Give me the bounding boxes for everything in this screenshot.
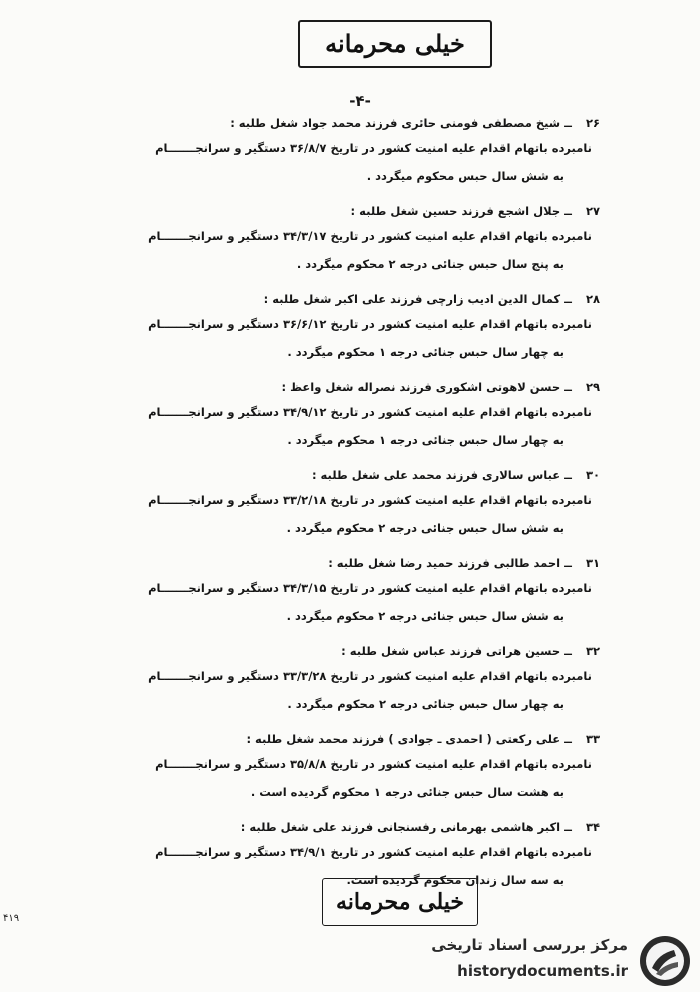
entry-sentence-line: به چهار سال حبس جنائی درجه ۱ محکوم میگردد . [287, 433, 564, 447]
entry-dash: ــ [564, 732, 572, 746]
entry-heading [40, 816, 600, 838]
entry-number: ۲۶ [585, 116, 600, 130]
entry-dash: ــ [564, 644, 572, 658]
list-item [40, 200, 600, 278]
entry-number: ۳۰ [585, 468, 600, 482]
entry-charge-line: نامبرده باتهام اقدام علیه امنیت کشور در تاریخ ۳۳/۳/۲۸ دستگیر و سرانجـــــــام [148, 669, 592, 683]
entry-dash: ــ [564, 116, 572, 130]
list-item [40, 728, 600, 806]
watermark-url: historydocuments.ir [457, 962, 628, 980]
entry-heading [40, 640, 600, 662]
list-item [40, 640, 600, 718]
entry-dash: ــ [564, 204, 572, 218]
entry-name: احمد طالبی فرزند حمید رضا شغل طلبه : [328, 556, 561, 570]
entry-charge-line: نامبرده باتهام اقدام علیه امنیت کشور در تاریخ ۳۳/۲/۱۸ دستگیر و سرانجـــــــام [148, 493, 592, 507]
entry-name: اکبر هاشمی بهرمانی رفسنجانی فرزند علی شغل طلبه : [240, 820, 561, 834]
page-number: -۴- [349, 92, 371, 110]
list-item [40, 816, 600, 894]
entries-list [40, 112, 600, 904]
entry-number: ۲۷ [585, 204, 600, 218]
archive-number: ۴۱۹ [3, 913, 20, 924]
entry-name: علی رکعتی ( احمدی ـ جوادی ) فرزند محمد شغل طلبه : [246, 732, 561, 746]
entry-charge-line: نامبرده باتهام اقدام علیه امنیت کشور در تاریخ ۳۴/۳/۱۷ دستگیر و سرانجـــــــام [148, 229, 592, 243]
entry-name: جلال اشجع فرزند حسین شغل طلبه : [350, 204, 561, 218]
entry-charge-line: نامبرده باتهام اقدام علیه امنیت کشور در تاریخ ۳۶/۸/۷ دستگیر و سرانجـــــــام [155, 141, 592, 155]
classification-stamp-bottom: خیلی محرمانه [322, 878, 478, 926]
entry-dash: ــ [564, 380, 572, 394]
entry-number: ۲۹ [585, 380, 600, 394]
entry-heading [40, 376, 600, 398]
classification-stamp-top: خیلی محرمانه [298, 20, 492, 68]
entry-charge-line: نامبرده باتهام اقدام علیه امنیت کشور در تاریخ ۳۵/۸/۸ دستگیر و سرانجـــــــام [155, 757, 592, 771]
entry-sentence-line: به چهار سال حبس جنائی درجه ۲ محکوم میگردد . [287, 697, 564, 711]
entry-name: شیخ مصطفی فومنی حائری فرزند محمد جواد شغل طلبه : [230, 116, 561, 130]
entry-sentence-line: به هشت سال حبس جنائی درجه ۱ محکوم گردیده است . [250, 785, 564, 799]
list-item [40, 552, 600, 630]
watermark [410, 932, 700, 992]
watermark-title: مرکز بررسی اسناد تاریخی [431, 936, 628, 954]
entry-number: ۳۴ [585, 820, 600, 834]
list-item [40, 376, 600, 454]
entry-name: کمال الدین ادیب زارچی فرزند علی اکبر شغل طلبه : [263, 292, 561, 306]
entry-sentence-line: به شش سال حبس محکوم میگردد . [366, 169, 564, 183]
entry-charge-line: نامبرده باتهام اقدام علیه امنیت کشور در تاریخ ۳۴/۹/۱۲ دستگیر و سرانجـــــــام [148, 405, 592, 419]
entry-sentence-line: به چهار سال حبس جنائی درجه ۱ محکوم میگردد . [287, 345, 564, 359]
entry-dash: ــ [564, 292, 572, 306]
entry-charge-line: نامبرده باتهام اقدام علیه امنیت کشور در تاریخ ۳۴/۹/۱ دستگیر و سرانجـــــــام [155, 845, 592, 859]
list-item [40, 112, 600, 190]
entry-sentence-line: به پنج سال حبس جنائی درجه ۲ محکوم میگردد . [296, 257, 564, 271]
entry-name: حسن لاهوتی اشکوری فرزند نصراله شغل واعظ : [281, 380, 561, 394]
entry-dash: ــ [564, 468, 572, 482]
entry-sentence-line: به شش سال حبس جنائی درجه ۲ محکوم میگردد . [286, 609, 564, 623]
entry-heading [40, 728, 600, 750]
entry-heading [40, 552, 600, 574]
entry-dash: ــ [564, 556, 572, 570]
list-item [40, 288, 600, 366]
entry-heading [40, 112, 600, 134]
entry-heading [40, 464, 600, 486]
entry-number: ۲۸ [585, 292, 600, 306]
entry-heading [40, 200, 600, 222]
archive-logo-icon [638, 934, 692, 988]
list-item [40, 464, 600, 542]
entry-number: ۳۳ [585, 732, 600, 746]
entry-sentence-line: به سه سال زندان محکوم گردیده است. [346, 873, 564, 887]
entry-charge-line: نامبرده باتهام اقدام علیه امنیت کشور در تاریخ ۳۴/۳/۱۵ دستگیر و سرانجـــــــام [148, 581, 592, 595]
entry-number: ۳۲ [585, 644, 600, 658]
entry-name: حسین هراتی فرزند عباس شغل طلبه : [341, 644, 561, 658]
entry-heading [40, 288, 600, 310]
entry-number: ۳۱ [585, 556, 600, 570]
entry-charge-line: نامبرده باتهام اقدام علیه امنیت کشور در تاریخ ۳۶/۶/۱۲ دستگیر و سرانجـــــــام [148, 317, 592, 331]
entry-name: عباس سالاری فرزند محمد علی شغل طلبه : [311, 468, 561, 482]
entry-sentence-line: به شش سال حبس جنائی درجه ۲ محکوم میگردد . [286, 521, 564, 535]
entry-dash: ــ [564, 820, 572, 834]
